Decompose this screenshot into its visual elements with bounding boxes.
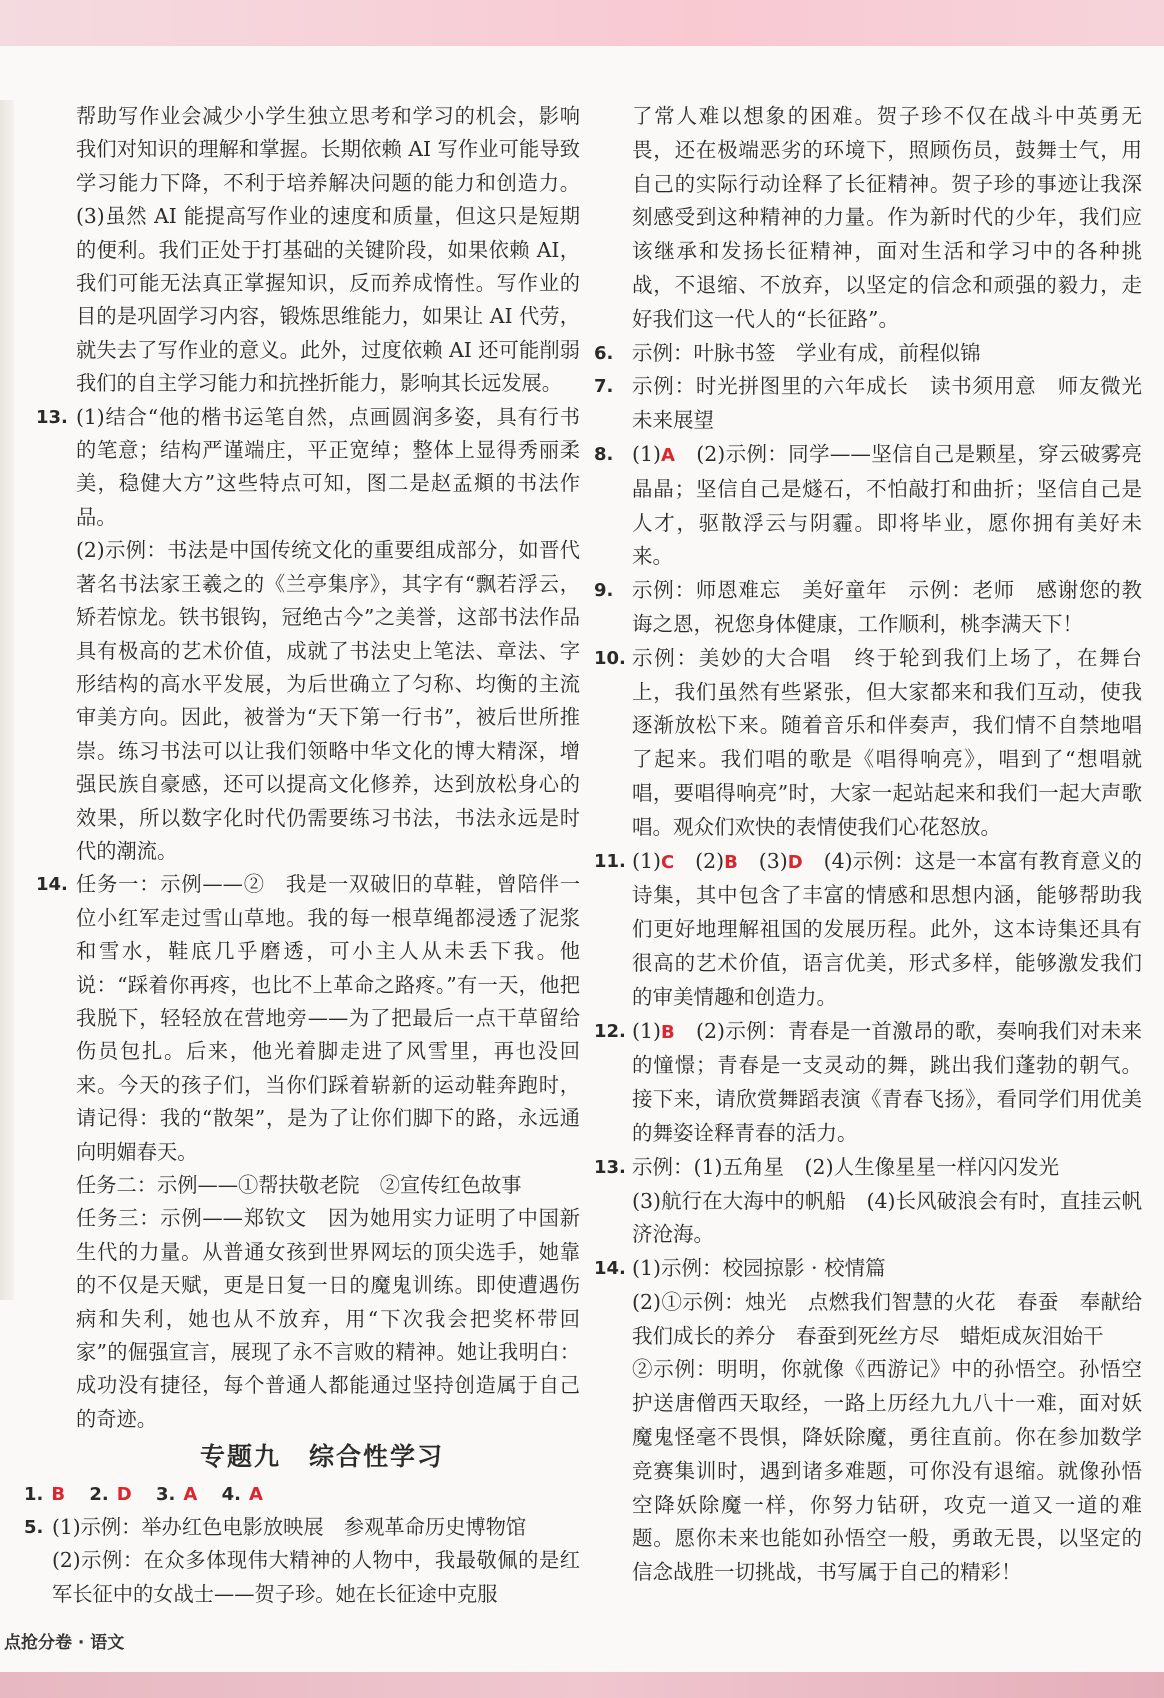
answer-8 bbox=[594, 438, 1142, 574]
answer-text: (2)示例：书法是中国传统文化的重要组成部分，如晋代著名书法家王羲之的《兰亭集序》，其字有“飘若浮云，矫若惊龙。铁书银钩，冠绝古今”之美誉，这部书法作品具有极高的艺术价值，成就了书法史上笔法、章法、字形结构的高水平发展，为后世确立了匀称、均衡的主流审美方向。因此，被誉为“天下第一行书”，被后世所推崇。练习书法可以让我们领略中华文化的博大精深，增强民族自豪感，还可以提高文化修养，达到放松身心的效果，所以数字化时代仍需要练习书法，书法永远是时代的潮流。 bbox=[76, 538, 580, 863]
part-label: (2) bbox=[674, 848, 725, 873]
answer-choice: A bbox=[183, 1483, 198, 1505]
answer-6 bbox=[594, 337, 1142, 371]
question-number: 8. bbox=[594, 443, 614, 465]
answer-11 bbox=[594, 845, 1142, 1015]
section-label: 专题九 bbox=[199, 1442, 281, 1472]
part-label: (3) bbox=[737, 848, 788, 873]
part-label: (1) bbox=[632, 1018, 662, 1043]
answer-choice: A bbox=[661, 444, 675, 466]
page-edge-shadow bbox=[0, 100, 14, 1300]
answer-choice: C bbox=[661, 851, 675, 873]
answer-14 bbox=[24, 868, 580, 1436]
answer-choice: D bbox=[116, 1483, 132, 1505]
page-top-band bbox=[0, 0, 1164, 46]
question-number: 13. bbox=[594, 1156, 626, 1178]
question-number: 6. bbox=[594, 342, 614, 364]
answer-text bbox=[594, 438, 1142, 574]
question-number: 13. bbox=[36, 406, 68, 428]
page-footer: 点抢分卷 · 语文 bbox=[4, 1633, 125, 1653]
answer-7 bbox=[594, 370, 1163, 438]
answer-text: ②示例：明明，你就像《西游记》中的孙悟空。孙悟空护送唐僧西天取经，一路上历经九九八十一难，面对妖魔鬼怪毫不畏惧，降妖除魔，勇往直前。你在参加数学竞赛集训时，遇到诸多难题，可你没有退缩。就像孙悟空降妖除魔一样，你努力钻研，攻克一道又一道的难题。愿你未来也能如孙悟空一般，勇敢无畏，以坚定的信念战胜一切挑战，书写属于自己的精彩！ bbox=[632, 1357, 1142, 1585]
answer-choice: B bbox=[51, 1483, 66, 1505]
answer-text: (2)①示例：烛光 点燃我们智慧的火花 春蚕 奉献给我们成长的养分 春蚕到死丝方尽 蜡炬成灰泪始干 bbox=[632, 1289, 1142, 1348]
question-number: 10. bbox=[594, 647, 626, 669]
answer-5-continued bbox=[594, 100, 1142, 337]
right-column bbox=[594, 100, 1163, 1590]
answer-choice: D bbox=[787, 851, 803, 873]
question-number: 4. bbox=[221, 1483, 241, 1505]
question-number: 11. bbox=[594, 850, 626, 872]
answer-13 bbox=[24, 401, 580, 869]
section-name: 综合性学习 bbox=[309, 1442, 445, 1472]
answer-text: 示例：(1)五角星 (2)人生像星星一样闪闪发光 bbox=[632, 1154, 1060, 1179]
answer-text bbox=[594, 1015, 1142, 1151]
answer-text: 任务二：示例——①帮扶敬老院 ②宣传红色故事 bbox=[76, 1173, 522, 1197]
answer-text: (1)结合“他的楷书运笔自然，点画圆润多姿，具有行书的笔意；结构严谨端庄，平正宽绰；整体上显得秀丽柔美，稳健大方”这些特点可知，图二是赵孟頫的书法作品。 bbox=[76, 404, 580, 529]
answer-12 bbox=[594, 1015, 1142, 1151]
question-number: 9. bbox=[594, 580, 614, 602]
answer-text: 任务三：示例——郑钦文 因为她用实力证明了中国新生代的力量。从普通女孩到世界网坛的顶尖选手，她靠的不仅是天赋，更是日复一日的魔鬼训练。即使遭遇伤病和失利，她也从不放弃，用“下次我会把奖杯带回家”的倔强宣言，展现了永不言败的精神。她让我明白：成功没有捷径，每个普通人都能通过坚持创造属于自己的奇迹。 bbox=[76, 1206, 580, 1431]
answer-body: (2)示例：青春是一首激昂的歌，奏响我们对未来的憧憬；青春是一支灵动的舞，跳出我们蓬勃的朝气。接下来，请欣赏舞蹈表演《青春飞扬》，看同学们用优美的舞姿诠释青春的活力。 bbox=[632, 1018, 1142, 1145]
answer-text: 了常人难以想象的困难。贺子珍不仅在战斗中英勇无畏，还在极端恶劣的环境下，照顾伤员，鼓舞士气，用自己的实际行动诠释了长征精神。贺子珍的事迹让我深刻感受到这种精神的力量。作为新时代的少年，我们应该继承和发扬长征精神，面对生活和学习中的各种挑战，不退缩、不放弃，以坚定的信念和顽强的毅力，走好我们这一代人的“长征路”。 bbox=[632, 104, 1142, 331]
answer-text: 示例：时光拼图里的六年成长 读书须用意 师友微光 未来展望 bbox=[632, 374, 1163, 433]
answer-14 bbox=[594, 1252, 1142, 1590]
part-label: (1) bbox=[632, 441, 662, 466]
answer-body: (2)示例：同学——坚信自己是颗星，穿云破雾亮晶晶；坚信自己是燧石，不怕敲打和曲折；坚信自己是人才，驱散浮云与阴霾。即将毕业，愿你拥有美好未来。 bbox=[632, 441, 1142, 569]
answer-text: 示例：叶脉书签 学业有成，前程似锦 bbox=[632, 340, 981, 365]
answer-text bbox=[594, 845, 1142, 1015]
answer-text: (3)航行在大海中的帆船 (4)长风破浪会有时，直挂云帆济沧海。 bbox=[632, 1188, 1142, 1247]
answer-13 bbox=[594, 1151, 1142, 1252]
question-number: 12. bbox=[594, 1020, 626, 1042]
page-bottom-band bbox=[0, 1672, 1164, 1698]
answer-text: (1)示例：校园掠影 · 校情篇 bbox=[632, 1256, 886, 1281]
answer-text: 示例：师恩难忘 美好童年 示例：老师 感谢您的教诲之恩，祝您身体健康，工作顺利，桃李满天下！ bbox=[632, 578, 1142, 636]
answer-choice: B bbox=[661, 1021, 675, 1043]
question-number: 7. bbox=[594, 376, 614, 398]
answer-9 bbox=[594, 574, 1142, 642]
answer-text: 任务一：示例——② 我是一双破旧的草鞋，曾陪伴一位小红军走过雪山草地。我的每一根草绳都浸透了泥浆和雪水，鞋底几乎磨透，可小主人从未丢下我。他说：“踩着你再疼，也比不上革命之路疼。”有一天，他把我脱下，轻轻放在营地旁——为了把最后一点干草留给伤员包扎。后来，他光着脚走进了风雪里，再也没回来。今天的孩子们，当你们踩着崭新的运动鞋奔跑时，请记得：我的“散架”，是为了让你们脚下的路，永远通向明媚春天。 bbox=[76, 872, 580, 1164]
answer-body: (4)示例：这是一本富有教育意义的诗集，其中包含了丰富的情感和思想内涵，能够帮助我们更好地理解祖国的发展历程。此外，这本诗集还具有很高的艺术价值，语言优美，形式多样，能够激发我们的审美情趣和创造力。 bbox=[632, 848, 1142, 1009]
answer-5 bbox=[24, 1511, 580, 1611]
question-number: 1. bbox=[24, 1483, 44, 1505]
mcq-answers bbox=[24, 1478, 580, 1511]
question-number: 2. bbox=[89, 1483, 109, 1505]
answer-choice: A bbox=[248, 1483, 263, 1505]
answer-10 bbox=[594, 642, 1142, 845]
question-number: 5. bbox=[24, 1517, 44, 1539]
answer-text: (2)示例：在众多体现伟大精神的人物中，我最敬佩的是红军长征中的女战士——贺子珍。她在长征途中克服 bbox=[52, 1548, 580, 1606]
question-number: 14. bbox=[36, 874, 68, 896]
answer-text: 示例：美妙的大合唱 终于轮到我们上场了，在舞台上，我们虽然有些紧张，但大家都来和我们互动，使我逐渐放松下来。随着音乐和伴奏声，我们情不自禁地唱了起来。我们唱的歌是《唱得响亮》，唱到了“想唱就唱，要唱得响亮”时，大家一起站起来和我们一起大声歌唱。观众们欢快的表情使我们心花怒放。 bbox=[632, 645, 1142, 839]
section-title bbox=[24, 1440, 580, 1473]
answer-text: 帮助写作业会减少小学生独立思考和学习的机会，影响我们对知识的理解和掌握。长期依赖 AI 写作业可能导致学习能力下降，不利于培养解决问题的能力和创造力。(3)虽然 AI 能提高写作业的速度和质量，但这只是短期的便利。我们正处于打基础的关键阶段，如果依赖 AI，我们可能无法真正掌握知识，反而养成惰性。写作业的目的是巩固学习内容，锻炼思维能力，如果让 AI 代劳，就失去了写作业的意义。此外，过度依赖 AI 还可能削弱我们的自主学习能力和抗挫折能力，影响其长远发展。 bbox=[76, 104, 580, 396]
question-number: 14. bbox=[594, 1258, 626, 1280]
answer-12-continued bbox=[24, 100, 580, 401]
answer-choice: B bbox=[724, 851, 738, 873]
left-column bbox=[24, 100, 580, 1611]
question-number: 3. bbox=[156, 1483, 176, 1505]
part-label: (1) bbox=[632, 848, 662, 873]
answer-text: (1)示例：举办红色电影放映展 参观革命历史博物馆 bbox=[52, 1515, 527, 1540]
